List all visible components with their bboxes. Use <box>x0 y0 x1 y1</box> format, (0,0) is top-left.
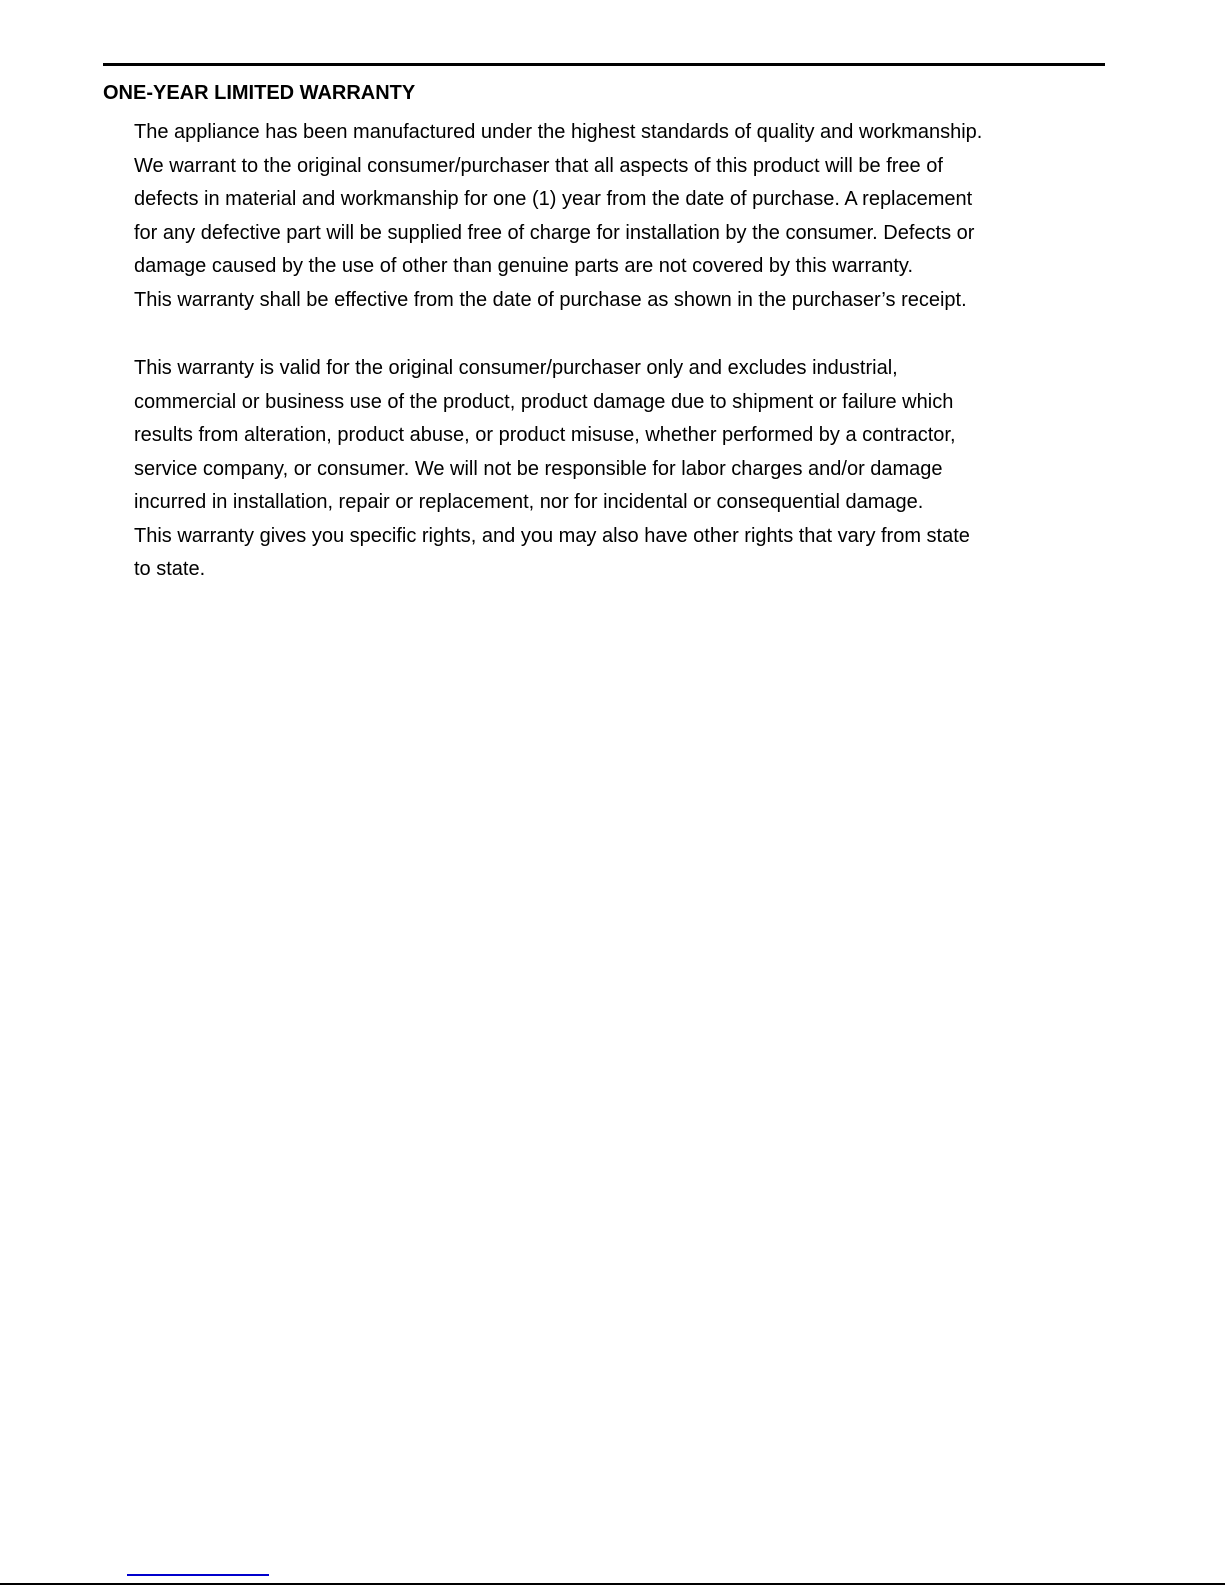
warranty-title: ONE-YEAR LIMITED WARRANTY <box>103 82 416 104</box>
text-line: defects in material and workmanship for one (1) year from the date of purchase. A replacement <box>134 188 973 210</box>
text-line: results from alteration, product abuse, or product misuse, whether performed by a contractor, <box>134 424 956 446</box>
text-line: commercial or business use of the product, product damage due to shipment or failure which <box>134 390 954 413</box>
text-line: to state. <box>134 558 206 580</box>
text-line: for any defective part will be supplied free of charge for installation by the consumer. Defects or <box>134 221 975 244</box>
text-line: The appliance has been manufactured under the highest standards of quality and workmanship. <box>134 121 983 143</box>
text-line: incurred in installation, repair or replacement, nor for incidental or consequential damage. <box>134 491 924 513</box>
text-line: This warranty is valid for the original consumer/purchaser only and excludes industrial, <box>134 357 898 379</box>
text-line: service company, or consumer. We will not be responsible for labor charges and/or damage <box>134 457 943 480</box>
text-line: We warrant to the original consumer/purchaser that all aspects of this product will be free of <box>134 154 943 177</box>
link-underline <box>127 1574 269 1576</box>
paragraph-2 <box>134 352 970 587</box>
text-line: damage caused by the use of other than genuine parts are not covered by this warranty. <box>134 255 913 277</box>
text-line: This warranty gives you specific rights, and you may also have other rights that vary from state <box>134 524 970 547</box>
top-rule <box>103 63 1105 66</box>
paragraph-1 <box>134 116 982 317</box>
text-line: This warranty shall be effective from the date of purchase as shown in the purchaser’s receipt. <box>134 288 967 311</box>
